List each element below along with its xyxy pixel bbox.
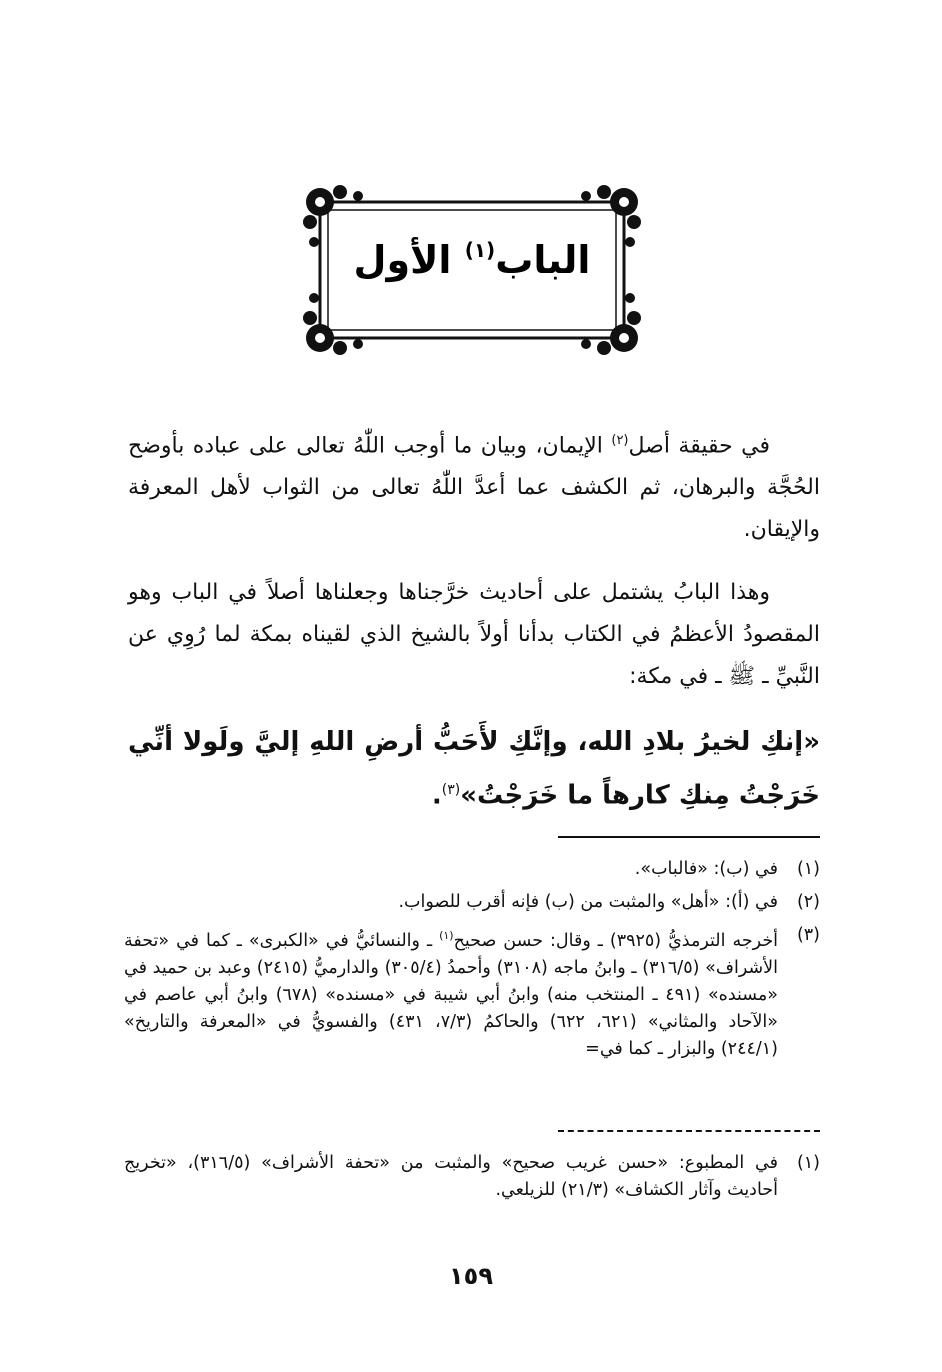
footnote-inner-ref: (١) — [439, 929, 454, 942]
footnote-number: (٢) — [796, 892, 820, 912]
chapter-title-frame — [298, 180, 646, 360]
footnotes — [124, 856, 820, 1069]
footnote-text: في (ب): «فالباب». — [634, 859, 778, 879]
hadith-text: «إنكِ لخيرُ بلادِ الله، وإنَّكِ لأَحَبُّ أرضِ اللهِ إليَّ ولَولا أنِّي خَرَجْتُ مِنكِ كارهاً ما خَرَجْتُ» — [128, 727, 820, 811]
para1-start: في حقيقة أصل — [628, 433, 770, 459]
hadith-footnote-ref: (٣) — [441, 782, 461, 798]
footnote-separator — [558, 836, 820, 838]
chapter-title-main: الباب — [495, 238, 591, 282]
hadith-end: . — [431, 780, 442, 811]
footnote-item — [124, 922, 820, 1063]
footnote-number: (٣) — [796, 925, 820, 945]
footnote-item — [124, 1150, 820, 1204]
paragraph-chapter-desc: وهذا البابُ يشتمل على أحاديث خرَّجناها وجعلناها أصلاً في الباب وهو المقصودُ الأعظمُ في الكتاب بدأنا أولاً بالشيخ الذي لقيناه بمكة لما رُوِي عن النَّبيِّ ـ ﷺ ـ في مكة: — [128, 580, 820, 689]
chapter-footnote-ref: (١) — [464, 238, 496, 262]
chapter-title — [298, 238, 646, 282]
secondary-footnotes — [124, 1150, 820, 1210]
para1-rest: الإيمان، وبيان ما أوجب اللّٰهُ تعالى على عباده بأوضح الحُجَّة والبرهان، ثم الكشف عما أعدَّ اللّٰهُ تعالى من الثواب لأهل المعرفة والإيقان. — [128, 433, 820, 543]
footnote-number: (١) — [796, 1153, 820, 1173]
hadith-quote — [128, 718, 820, 820]
paragraph-intro — [128, 420, 820, 551]
footnote-text: في المطبوع: «حسن غريب صحيح» والمثبت من «تحفة الأشراف» (٣١٦/٥)، «تخريج أحاديث وآثار الكشاف» (٢١/٣) للزيلعي. — [124, 1153, 778, 1200]
para1-footnote-ref: (٢) — [611, 433, 629, 448]
footnote-item — [124, 856, 820, 883]
footnote-text: في (أ): «أهل» والمثبت من (ب) فإنه أقرب للصواب. — [398, 892, 778, 912]
continued-footnote-separator — [558, 1130, 820, 1132]
page-number: ١٥٩ — [449, 1262, 493, 1290]
footnote-item — [124, 889, 820, 916]
chapter-title-end: الأول — [353, 238, 452, 282]
footnote-number: (١) — [796, 859, 820, 879]
footnote-text: أخرجه الترمذيُّ (٣٩٢٥) ـ وقال: حسن صحيح$^{(١)}$ ـ والنسائيُّ في «الكبرى» ـ كما في «تحفة الأشراف» (٣١٦/٥) ـ وابنُ ماجه (٣١٠٨) وأحمدُ (٣٠٥/٤) والدارميُّ (٢٤١٥) وعبد بن حميد في «مسنده» (٤٩١ ـ المنتخب منه) وابنُ أبي شيبة في «مسنده» (٦٧٨) وابنُ أبي عاصم في «الآحاد والمثاني» (٦٢١، ٦٢٢) والحاكمُ (٧/٣، ٤٣١) والفسويُّ في «المعرفة والتاريخ» (٢٤٤/١) والبزار ـ كما في= — [124, 929, 779, 1059]
